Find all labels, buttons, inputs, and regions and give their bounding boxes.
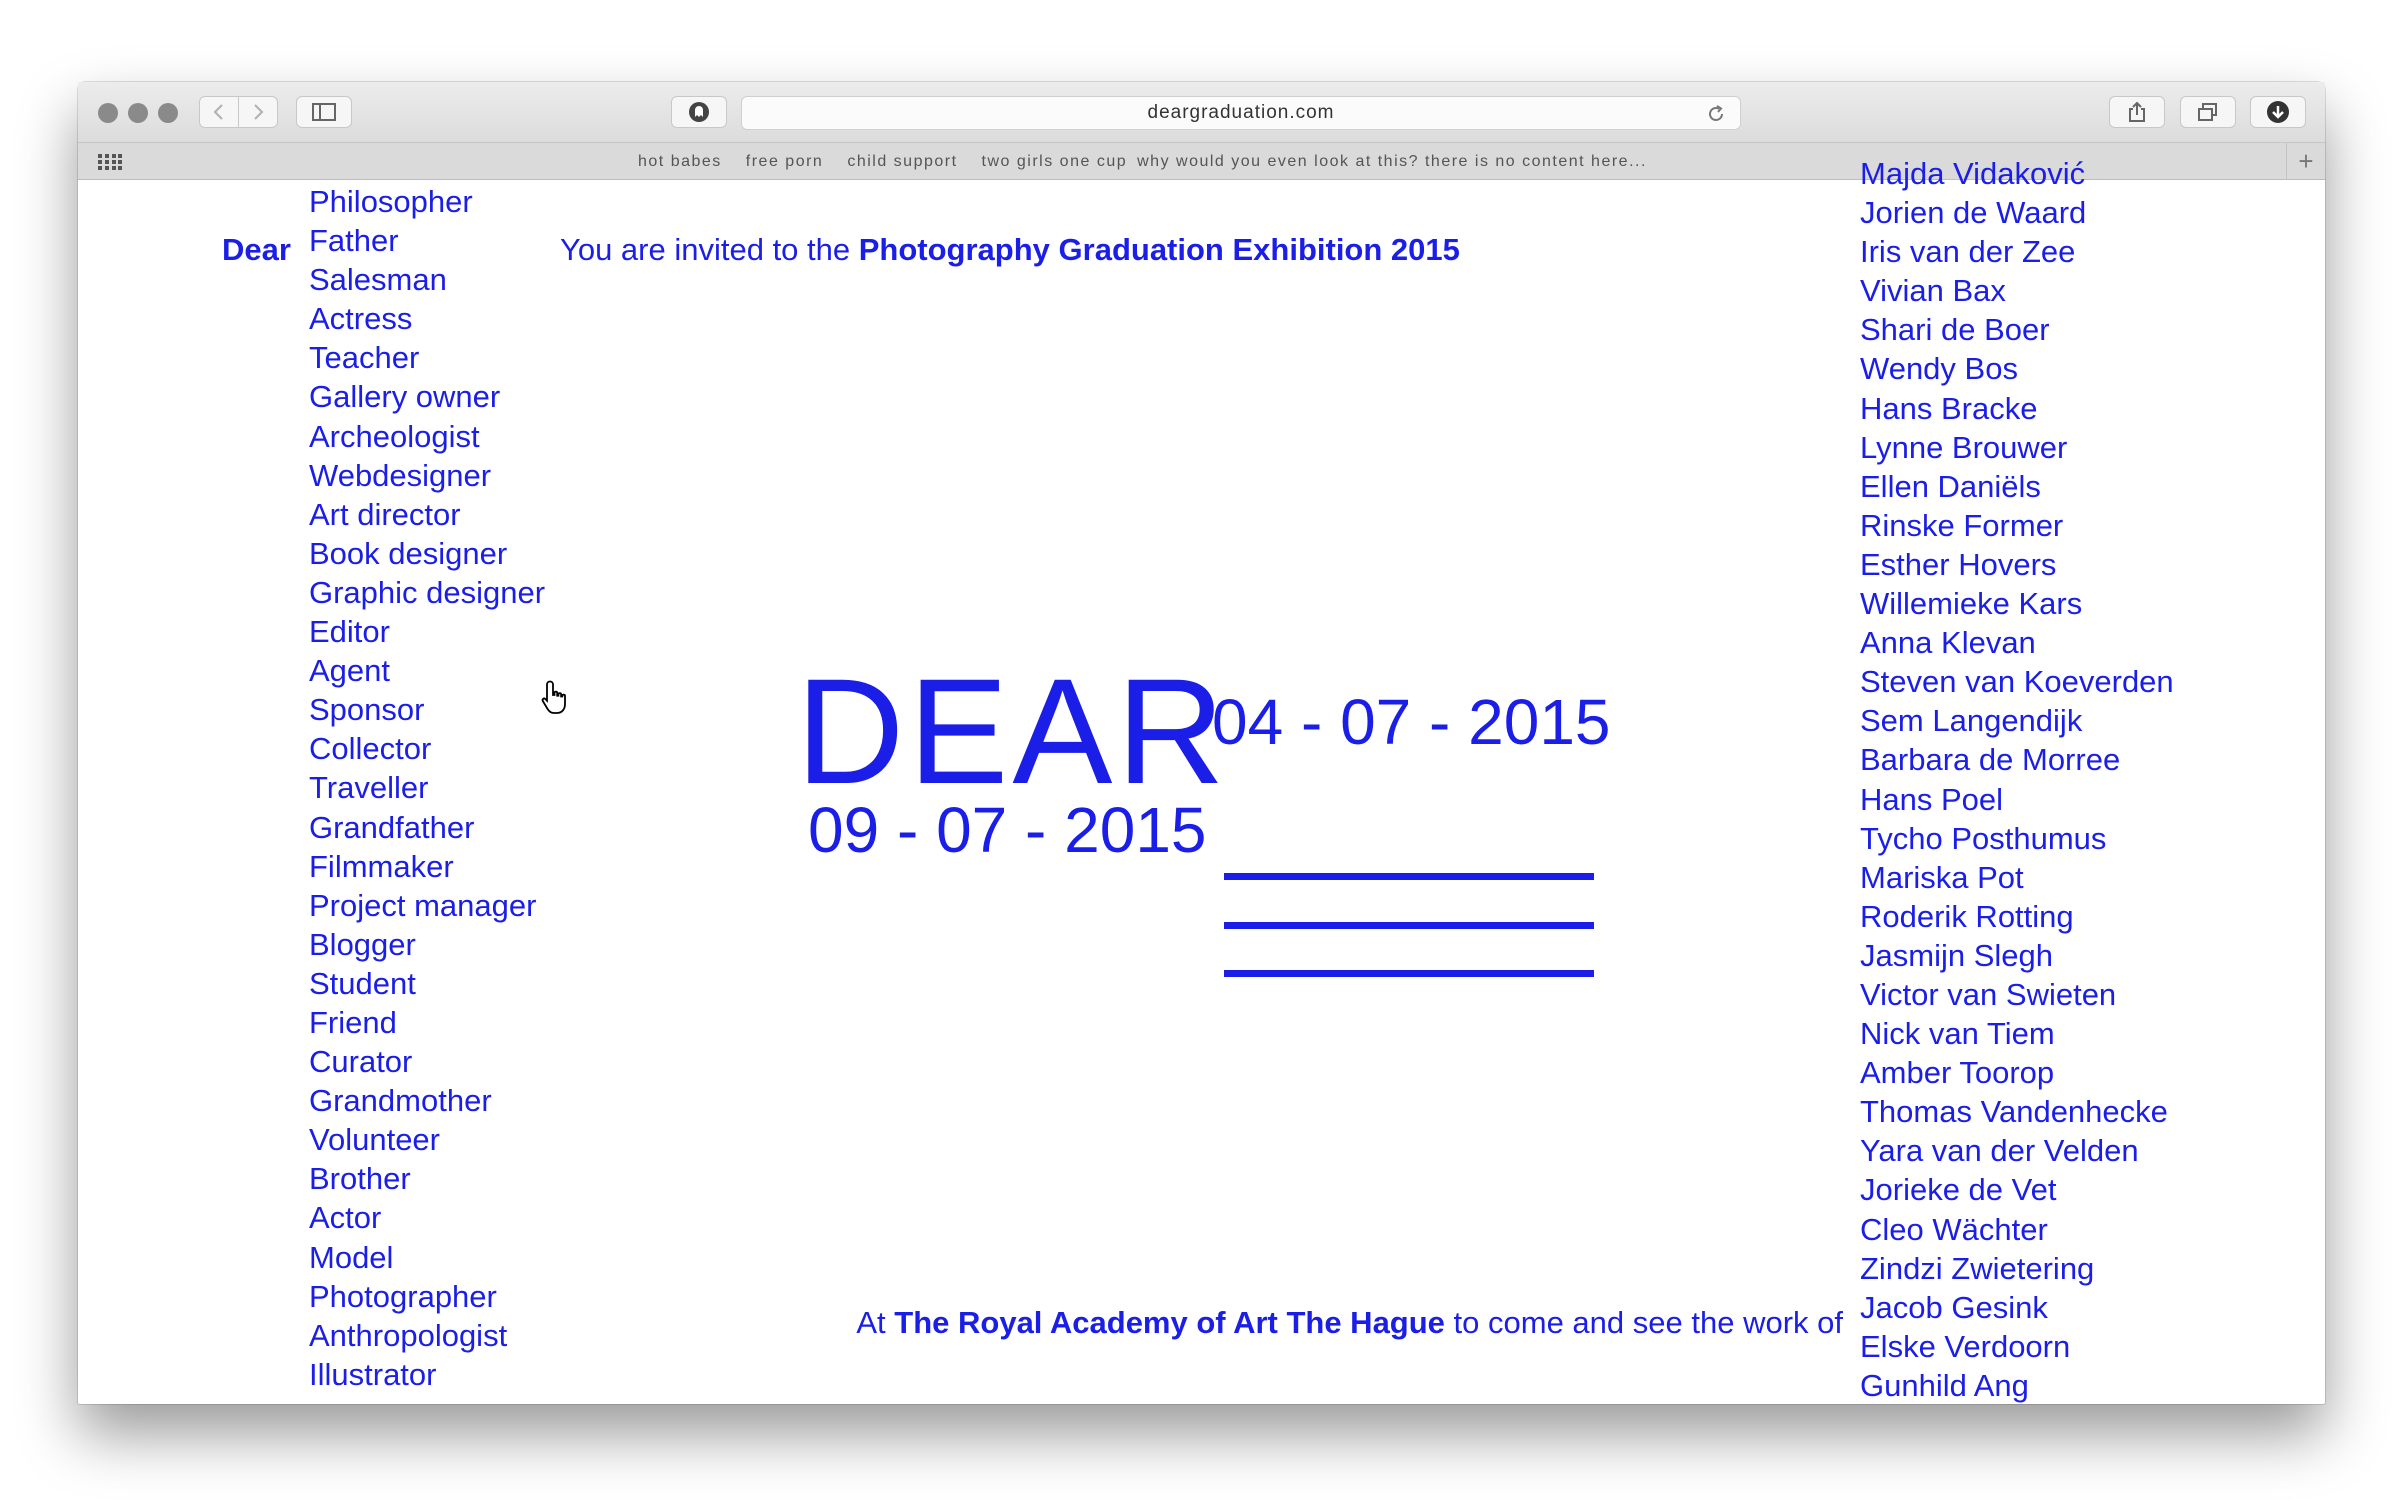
- url-text: deargraduation.com: [1147, 102, 1335, 123]
- role-item[interactable]: Model: [309, 1239, 394, 1275]
- chevron-right-icon: [251, 103, 265, 121]
- graduate-item[interactable]: Esther Hovers: [1860, 546, 2057, 582]
- role-item[interactable]: Actor: [309, 1200, 382, 1236]
- graduate-item[interactable]: Amber Toorop: [1860, 1055, 2055, 1091]
- role-item[interactable]: Agent: [309, 653, 391, 689]
- browser-toolbar: [78, 82, 2325, 142]
- role-item[interactable]: Salesman: [309, 262, 447, 298]
- role-item[interactable]: Volunteer: [309, 1122, 440, 1158]
- favorite-link[interactable]: hot babes: [638, 153, 722, 170]
- graduate-item[interactable]: Iris van der Zee: [1860, 234, 2076, 270]
- graduate-item[interactable]: Wendy Bos: [1860, 351, 2018, 387]
- role-item[interactable]: Sponsor: [309, 692, 425, 728]
- role-item[interactable]: Father: [309, 223, 399, 259]
- start-date: 04 - 07 - 2015: [1212, 686, 1611, 758]
- role-item[interactable]: Curator: [309, 1044, 413, 1080]
- graduate-item[interactable]: Jorieke de Vet: [1860, 1172, 2057, 1208]
- graduate-item[interactable]: Zindzi Zwietering: [1860, 1250, 2095, 1286]
- graduate-item[interactable]: Willemieke Kars: [1860, 586, 2083, 622]
- role-item[interactable]: Filmmaker: [309, 848, 454, 884]
- role-item[interactable]: Archeologist: [309, 418, 480, 454]
- role-item[interactable]: Collector: [309, 731, 432, 767]
- share-button[interactable]: [2109, 96, 2165, 128]
- venue-prefix: At: [856, 1305, 895, 1340]
- graduate-item[interactable]: Elske Verdoorn: [1860, 1328, 2071, 1364]
- venue-name: The Royal Academy of Art The Hague: [894, 1305, 1445, 1340]
- invitation-text: [560, 232, 1460, 268]
- role-item[interactable]: Philosopher: [309, 184, 473, 219]
- chevron-left-icon: [212, 103, 226, 121]
- download-icon: [2266, 100, 2290, 124]
- graduate-item[interactable]: Jasmijn Slegh: [1860, 937, 2053, 973]
- graduate-item[interactable]: Jorien de Waard: [1860, 195, 2087, 231]
- role-item[interactable]: Grandfather: [309, 809, 475, 845]
- dear-label: Dear: [222, 232, 291, 267]
- role-item[interactable]: Teacher: [309, 340, 420, 376]
- close-window-button[interactable]: [98, 103, 118, 123]
- graduate-item[interactable]: Steven van Koeverden: [1860, 664, 2174, 700]
- graduate-item[interactable]: Ellen Daniëls: [1860, 468, 2041, 504]
- favorite-link[interactable]: free porn: [745, 153, 824, 170]
- role-item[interactable]: Graphic designer: [309, 574, 546, 610]
- graduate-item[interactable]: Mariska Pot: [1860, 859, 2024, 895]
- back-button[interactable]: [199, 96, 239, 128]
- hand-pointer-icon: [541, 680, 571, 716]
- role-item[interactable]: Blogger: [309, 926, 416, 962]
- role-item[interactable]: Anthropologist: [309, 1317, 508, 1353]
- role-item[interactable]: Editor: [309, 614, 390, 650]
- sidebar-icon: [312, 103, 336, 121]
- graduate-item[interactable]: Hans Poel: [1860, 781, 2004, 817]
- graduate-item[interactable]: Victor van Swieten: [1860, 976, 2117, 1012]
- minimize-window-button[interactable]: [128, 103, 148, 123]
- graduate-item[interactable]: Barbara de Morree: [1860, 742, 2121, 778]
- graduate-item[interactable]: Nick van Tiem: [1860, 1016, 2055, 1052]
- role-item[interactable]: Brother: [309, 1161, 411, 1197]
- zoom-window-button[interactable]: [158, 103, 178, 123]
- graduate-item[interactable]: Gunhild Ang: [1860, 1367, 2029, 1403]
- graduate-item[interactable]: Roderik Rotting: [1860, 898, 2074, 934]
- graduate-item[interactable]: Lynne Brouwer: [1860, 429, 2068, 465]
- role-item[interactable]: Student: [309, 965, 416, 1001]
- graduate-item[interactable]: Shari de Boer: [1860, 312, 2050, 348]
- graduate-item[interactable]: Hans Bracke: [1860, 390, 2038, 426]
- role-item[interactable]: Grandmother: [309, 1083, 492, 1119]
- dear-logo: DEAR: [796, 647, 1229, 815]
- graduate-item[interactable]: Jacob Gesink: [1860, 1289, 2048, 1325]
- end-date: 09 - 07 - 2015: [808, 794, 1207, 866]
- graduate-item[interactable]: Sem Langendijk: [1860, 703, 2083, 739]
- divider-line: [1224, 873, 1594, 880]
- tabs-icon: [2197, 102, 2219, 122]
- address-bar[interactable]: [741, 96, 1741, 130]
- role-item[interactable]: Friend: [309, 1004, 397, 1040]
- invitation-prefix: You are invited to the: [560, 232, 859, 267]
- venue-suffix: to come and see the work of: [1444, 1305, 1843, 1340]
- forward-button[interactable]: [238, 96, 278, 128]
- downloads-button[interactable]: [2250, 96, 2306, 128]
- graduate-item[interactable]: Thomas Vandenhecke: [1860, 1094, 2168, 1130]
- share-icon: [2127, 101, 2147, 123]
- divider-line: [1224, 922, 1594, 929]
- sidebar-toggle-button[interactable]: [296, 96, 352, 128]
- role-item[interactable]: Project manager: [309, 887, 537, 923]
- graduate-item[interactable]: Cleo Wächter: [1860, 1211, 2048, 1247]
- role-item[interactable]: Gallery owner: [309, 379, 501, 415]
- role-item[interactable]: Illustrator: [309, 1356, 437, 1392]
- new-tab-button[interactable]: +: [2286, 143, 2325, 180]
- venue-text: [856, 1305, 1843, 1341]
- grid-icon[interactable]: [98, 154, 122, 170]
- role-item[interactable]: Actress: [309, 301, 413, 337]
- reload-icon[interactable]: [1706, 104, 1726, 124]
- favorite-link[interactable]: child support: [847, 153, 958, 170]
- browser-window: [78, 82, 2325, 1404]
- favorites-list: [638, 143, 1671, 181]
- tabs-overview-button[interactable]: [2180, 96, 2236, 128]
- role-item[interactable]: Traveller: [309, 770, 429, 806]
- role-item[interactable]: Photographer: [309, 1278, 497, 1314]
- privacy-button[interactable]: [671, 96, 727, 128]
- graduate-item[interactable]: Rinske Former: [1860, 507, 2064, 543]
- role-item[interactable]: Webdesigner: [309, 457, 492, 493]
- graduate-list: [1860, 154, 2174, 1405]
- ghost-icon: [688, 101, 710, 123]
- divider-line: [1224, 970, 1594, 977]
- graduate-item[interactable]: Majda Vidaković: [1860, 156, 2086, 191]
- role-list: [309, 182, 545, 1394]
- event-name: Photography Graduation Exhibition 2015: [858, 232, 1460, 267]
- graduate-item[interactable]: Vivian Bax: [1860, 273, 2006, 309]
- favorite-link[interactable]: two girls one cup: [981, 153, 1128, 170]
- graduate-item[interactable]: Yara van der Velden: [1860, 1133, 2139, 1169]
- graduate-item[interactable]: Tycho Posthumus: [1860, 820, 2107, 856]
- role-item[interactable]: Book designer: [309, 535, 508, 571]
- favorite-link[interactable]: why would you even look at this? there is no content here...: [1137, 153, 1647, 170]
- role-item[interactable]: Art director: [309, 496, 461, 532]
- graduate-item[interactable]: Anna Klevan: [1860, 625, 2036, 661]
